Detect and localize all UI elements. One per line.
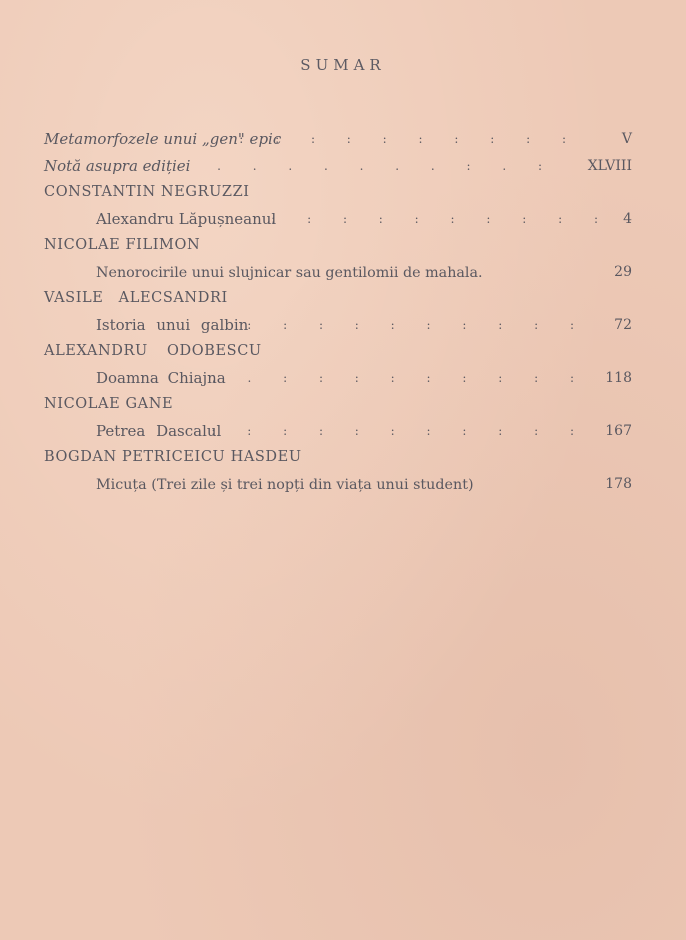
toc-page-number: 118 [605, 369, 632, 386]
toc-leader-dots: : : : : : : : : : : [271, 211, 612, 226]
toc-entry-title: Nenorocirile unui slujnicar sau gentilomii de mahala. [96, 264, 483, 281]
toc-author-name: VASILE ALECSANDRI [44, 290, 228, 306]
toc-entry [44, 314, 632, 341]
toc-entry-title: Istoria unui galbin [96, 315, 249, 334]
toc-author-name: NICOLAE GANE [44, 396, 174, 412]
toc-author-name: BOGDAN PETRICEICU HASDEU [44, 449, 302, 465]
toc-entry-title: Petrea Dascalul [96, 421, 222, 440]
toc-author [44, 393, 632, 420]
toc-author [44, 181, 632, 208]
toc-entry [44, 155, 632, 182]
toc-page-number: 167 [605, 422, 632, 439]
toc-entry [44, 208, 632, 235]
toc-entry [44, 128, 632, 155]
toc-author-name: ALEXANDRU ODOBESCU [44, 343, 262, 359]
toc-leader-dots: . . : : : : : : : : : [211, 370, 588, 385]
table-of-contents [44, 128, 632, 499]
page-title: SUMAR [300, 56, 386, 74]
toc-leader-dots: : : : : : : : : : : [239, 132, 580, 146]
toc-leader-dots: : : : : : : : : : : : [211, 423, 588, 438]
toc-leader-dots: : : : : : : : : : : [247, 317, 588, 332]
toc-entry-title: Notă asupra ediției [44, 156, 191, 175]
toc-entry [44, 367, 632, 394]
toc-entry-title: Alexandru Lăpușneanul [96, 209, 277, 228]
toc-page-number: 72 [614, 316, 632, 333]
toc-author-name: NICOLAE FILIMON [44, 237, 201, 253]
toc-entry [44, 261, 632, 288]
toc-entry-title: Metamorfozele unui „gen" epic [44, 130, 282, 148]
toc-author [44, 234, 632, 261]
toc-leader-dots: . . . . . . . : . : [217, 158, 556, 173]
toc-author [44, 340, 632, 367]
toc-author-name: CONSTANTIN NEGRUZZI [44, 184, 250, 200]
toc-page-number: 178 [605, 475, 632, 492]
toc-author [44, 287, 632, 314]
toc-entry [44, 420, 632, 447]
toc-page-number: 4 [623, 210, 632, 227]
toc-entry-title: Micuța (Trei zile și trei nopți din viața unui student) [96, 476, 474, 493]
toc-page-number: V [621, 131, 632, 147]
toc-entry-title: Doamna Chiajna [96, 368, 226, 387]
toc-author [44, 446, 632, 473]
toc-page-number: XLVIII [587, 157, 632, 174]
toc-page-number: 29 [614, 263, 632, 280]
toc-entry [44, 473, 632, 500]
